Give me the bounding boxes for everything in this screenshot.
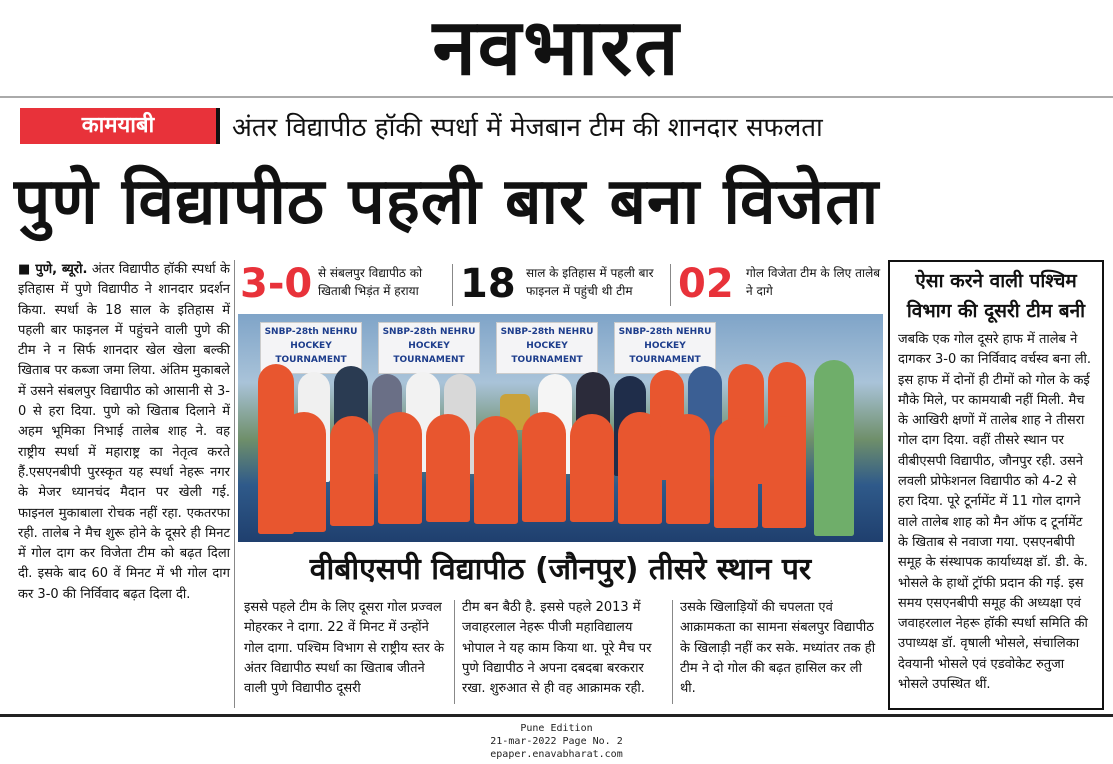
- column-separator: [454, 600, 455, 704]
- player-figure: [618, 412, 662, 524]
- left-column-article: [18, 260, 230, 710]
- dateline: ■ पुणे, ब्यूरो.: [18, 262, 88, 277]
- subheadline: अंतर विद्यापीठ हॉकी स्पर्धा में मेजबान टीम की शानदार सफलता: [232, 113, 823, 143]
- mid-column-3: उसके खिलाड़ियों की चपलता एवं आक्रामकता का सामना संबलपुर विद्यापीठ के खिलाड़ी नहीं कर सके. मध्यांतर तक ही टीम ने दो गोल की बढ़त हासिल कर ली थी.: [680, 600, 876, 697]
- mid-column-2: टीम बन बैठी है. इससे पहले 2013 में जवाहरलाल नेहरू पीजी महाविद्यालय भोपाल ने यह काम किया था. पूरे मैच पर पुणे विद्यापीठ ने अपना दबदबा बरकरार रखा. शुरुआत से ही वह आक्रामक रही.: [462, 600, 652, 697]
- official-figure: [814, 360, 854, 536]
- tournament-banner: SNBP-28th NEHRU HOCKEY TOURNAMENT: [260, 322, 362, 374]
- stat-text-score: से संबलपुर विद्यापीठ को खिताबी भिड़ंत में हराया: [318, 266, 423, 298]
- player-figure: [378, 412, 422, 524]
- player-figure: [330, 416, 374, 526]
- column-separator: [234, 260, 235, 708]
- player-figure: [666, 414, 710, 524]
- player-figure: [426, 414, 470, 522]
- sidebar-box: [888, 260, 1104, 710]
- stat-value-years: 18: [460, 261, 516, 307]
- stat-value-goals: 02: [678, 261, 734, 307]
- kicker-label: कामयाबी: [20, 108, 216, 144]
- footer-site-link[interactable]: epaper.enavabharat.com: [490, 749, 623, 760]
- player-figure: [282, 412, 326, 532]
- footer-date-page: 21-mar-2022 Page No. 2: [490, 736, 623, 747]
- stat-text-goals: गोल विजेता टीम के लिए तालेब ने दागे: [746, 266, 881, 298]
- stat-text-years: साल के इतिहास में पहली बार फाइनल में पहुंची थी टीम: [526, 266, 654, 298]
- stat-value-score: 3-0: [240, 261, 313, 307]
- stats-row: [238, 260, 883, 310]
- secondary-headline: वीबीएसपी विद्यापीठ (जौनपुर) तीसरे स्थान पर: [309, 552, 812, 587]
- main-headline: पुणे विद्यापीठ पहली बार बना विजेता: [14, 165, 880, 239]
- newspaper-masthead: नवभारत: [432, 3, 681, 93]
- kicker-divider: [216, 108, 220, 144]
- footer-edition: Pune Edition: [520, 723, 593, 734]
- tournament-banner: SNBP-28th NEHRU HOCKEY TOURNAMENT: [378, 322, 480, 374]
- tournament-banner: SNBP-28th NEHRU HOCKEY TOURNAMENT: [614, 322, 716, 374]
- player-figure: [714, 418, 758, 528]
- stat-divider: [670, 264, 671, 306]
- left-column-text: अंतर विद्यापीठ हॉकी स्पर्धा के इतिहास में पुणे विद्यापीठ ने शानदार प्रदर्शन किया. स्पर्धा के 18 साल के इतिहास में पहली बार फाइनल में पहुंचने वाली पुणे की टीम ने न सिर्फ शानदार खेल खेला बल्की खिताब पर कब्जा जमा लिया. अंतिम मुकाबले में उसने संबलपुर विद्यापीठ को आसानी से 3-0 से हरा दिया. पुणे को खिताब दिलाने में अहम भूमिका निभाई तालेब शाह ने. वह राष्ट्रीय स्पर्धा में महाराष्ट्र का नेतृत्व करते हैं.एसएनबीपी पुरस्कृत यह स्पर्धा नेहरू नगर के मेजर ध्यानचंद मैदान पर खेली गई. फाइनल मुकाबाला रोचक नहीं रहा. एकतरफा रही. तालेब ने मैच शुरू होने के दूसरे ही मिनट में गोल दाग कर विजेता टीम को बढ़त दिला दी. इसके बाद 60 वें मिनट में भी गोल दाग कर 3-0 की निर्विवाद बढ़त दिला दी.: [18, 262, 230, 602]
- team-photo: [238, 314, 883, 542]
- sidebar-text: जबकि एक गोल दूसरे हाफ में तालेब ने दागकर 3-0 का निर्विवाद वर्चस्व बना ली. इस हाफ में दोनों ही टीमों को गोल के कई मौके मिले, पर कामयाबी नहीं मिली. मैच के आखिरी क्षणों में तालेब शाह ने तीसरा गोल दाग दिया. वहीं तीसरे स्थान पर वीबीएसपी विद्यापीठ, जौनपुर रही. उसने लवली प्रोफेशनल विद्यापीठ को 4-2 से हरा दिया. पूरे टूर्नामेंट में 11 गोल दागने वाले तालेब शाह को मैन ऑफ द टूर्नामेंट के खिताब से नवाजा गया. एसएनबीपी समूह के संस्थापक कार्याध्यक्ष डॉ. डी. के. भोसले के हाथों ट्रॉफी प्रदान की गई. इस समय एसएनबीपी समूह की अध्यक्षा एवं जवाहरलाल नेहरू हॉकी स्पर्धा समिति की उपाध्यक्ष डॉ. वृषाली भोसले, संचालिका देवयानी भोसले एवं एडवोकेट रुतुजा भोसले उपस्थित थीं.: [898, 332, 1092, 693]
- footer-divider: [0, 714, 1113, 717]
- player-figure: [474, 416, 518, 524]
- stat-divider: [452, 264, 453, 306]
- mid-column-1: इससे पहले टीम के लिए दूसरा गोल प्रज्वल मोहरकर ने दागा. 22 वें मिनट में उन्होंने गोल दागा. पश्चिम विभाग से राष्ट्रीय स्तर के अंतर विद्यापीठ स्पर्धा का खिताब जीतने वाली पुणे विद्यापीठ दूसरी: [244, 600, 444, 697]
- player-figure: [762, 416, 806, 528]
- footer: [0, 722, 1113, 762]
- tournament-banner: SNBP-28th NEHRU HOCKEY TOURNAMENT: [496, 322, 598, 374]
- player-figure: [522, 412, 566, 522]
- player-figure: [570, 414, 614, 522]
- masthead-divider: [0, 96, 1113, 98]
- sidebar-headline: ऐसा करने वाली पश्चिम विभाग की दूसरी टीम बनी: [906, 270, 1086, 322]
- column-separator: [672, 600, 673, 704]
